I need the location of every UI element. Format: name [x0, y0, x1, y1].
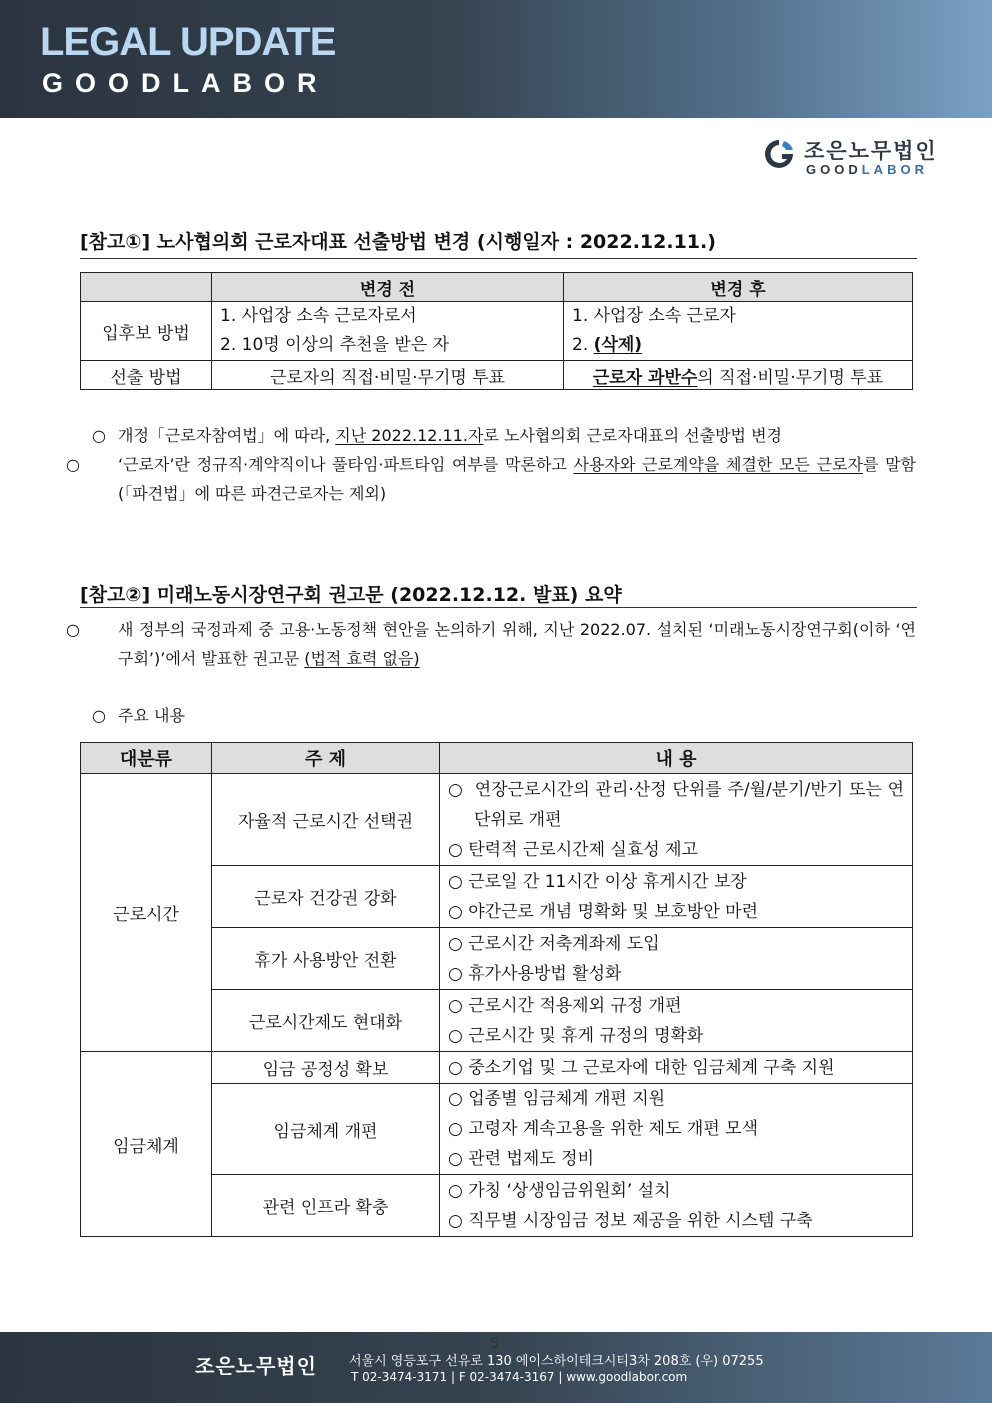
- category-working-hours: 근로시간: [81, 774, 212, 1052]
- recommendation-table: [80, 742, 913, 1237]
- cell-before-candidacy: 1. 사업장 소속 근로자로서 2. 10명 이상의 추천을 받은 자: [212, 302, 564, 361]
- logo-korean: 조은노무법인: [804, 139, 938, 163]
- blank-header: [81, 273, 212, 302]
- footer-address: 서울시 영등포구 선유로 130 에이스하이테크시티3차 208호 (우) 07255: [349, 1354, 764, 1369]
- header-title: LEGAL UPDATE: [40, 20, 336, 64]
- header-after: 변경 후: [564, 273, 913, 302]
- page-number: 5: [490, 1336, 499, 1352]
- category-wage-system: 임금체계: [81, 1052, 212, 1237]
- main-content-label: ○ 주요 내용: [92, 706, 185, 725]
- header-banner: [0, 0, 992, 118]
- topic-5-content: ○ 중소기업 및 그 근로자에 대한 임금체계 구축 지원: [440, 1052, 913, 1084]
- footer-contact: T 02-3474-3171 | F 02-3474-3167 | www.goodlabor.com: [351, 1370, 688, 1384]
- topic-2: 근로자 건강권 강화: [212, 866, 440, 928]
- topic-3: 휴가 사용방안 전환: [212, 928, 440, 990]
- header-before: 변경 전: [212, 273, 564, 302]
- topic-2-content: ○ 근로일 간 11시간 이상 휴게시간 보장 ○ 야간근로 개념 명확화 및 보호방안 마련: [440, 866, 913, 928]
- topic-1-content: ○ 연장근로시간의 관리·산정 단위를 주/월/분기/반기 또는 연 단위로 개편 ○ 탄력적 근로시간제 실효성 제고: [440, 774, 913, 866]
- logo-english: GOODLABOR: [806, 162, 928, 177]
- topic-7: 관련 인프라 확충: [212, 1175, 440, 1237]
- topic-3-content: ○ 근로시간 저축계좌제 도입 ○ 휴가사용방법 활성화: [440, 928, 913, 990]
- header-subtitle: GOODLABOR: [42, 68, 329, 98]
- section1-title: [참고①] 노사협의회 근로자대표 선출방법 변경 (시행일자 : 2022.12.11.): [80, 231, 716, 253]
- cell-after-candidacy: 1. 사업장 소속 근로자 2. (삭제): [564, 302, 913, 361]
- goodlabor-logo-icon: [762, 137, 796, 171]
- topic-4-content: ○ 근로시간 적용제외 규정 개편 ○ 근로시간 및 휴게 규정의 명확화: [440, 990, 913, 1052]
- comparison-table: [80, 272, 913, 390]
- row-label-candidacy: 입후보 방법: [81, 302, 212, 361]
- company-logo: [762, 135, 952, 179]
- topic-5: 임금 공정성 확보: [212, 1052, 440, 1084]
- header-content: 내 용: [440, 743, 913, 774]
- footer-company-name: 조은노무법인: [195, 1354, 317, 1378]
- topic-7-content: ○ 가칭 ‘상생임금위원회’ 설치 ○ 직무별 시장임금 정보 제공을 위한 시스템 구축: [440, 1175, 913, 1237]
- note-1: ○ 개정「근로자참여법」에 따라, 지난 2022.12.11.자로 노사협의회 근로자대표의 선출방법 변경: [92, 426, 782, 445]
- topic-6: 임금체계 개편: [212, 1084, 440, 1175]
- header-topic: 주 제: [212, 743, 440, 774]
- section1-rule: [80, 258, 917, 259]
- cell-before-election: 근로자의 직접·비밀·무기명 투표: [212, 361, 564, 390]
- topic-6-content: ○ 업종별 임금체계 개편 지원 ○ 고령자 계속고용을 위한 제도 개편 모색 ○ 관련 법제도 정비: [440, 1084, 913, 1175]
- section2-title: [참고②] 미래노동시장연구회 권고문 (2022.12.12. 발표) 요약: [80, 584, 622, 606]
- topic-1: 자율적 근로시간 선택권: [212, 774, 440, 866]
- section2-intro: ○ 새 정부의 국정과제 중 고용·노동정책 현안을 논의하기 위해, 지난 2022.07. 설치된 ‘미래노동시장연구회(이하 ‘연구회’)’에서 발표한 권고문 (법적 효력 없음): [66, 620, 916, 668]
- section2-rule: [80, 607, 917, 608]
- cell-after-election: 근로자 과반수의 직접·비밀·무기명 투표: [564, 361, 913, 390]
- topic-4: 근로시간제도 현대화: [212, 990, 440, 1052]
- row-label-election: 선출 방법: [81, 361, 212, 390]
- header-category: 대분류: [81, 743, 212, 774]
- note-2: ○ ‘근로자’란 정규직·계약직이나 풀타임·파트타임 여부를 막론하고 사용자와 근로계약을 체결한 모든 근로자를 말함 (「파견법」에 따른 파견근로자는 제외): [66, 455, 916, 503]
